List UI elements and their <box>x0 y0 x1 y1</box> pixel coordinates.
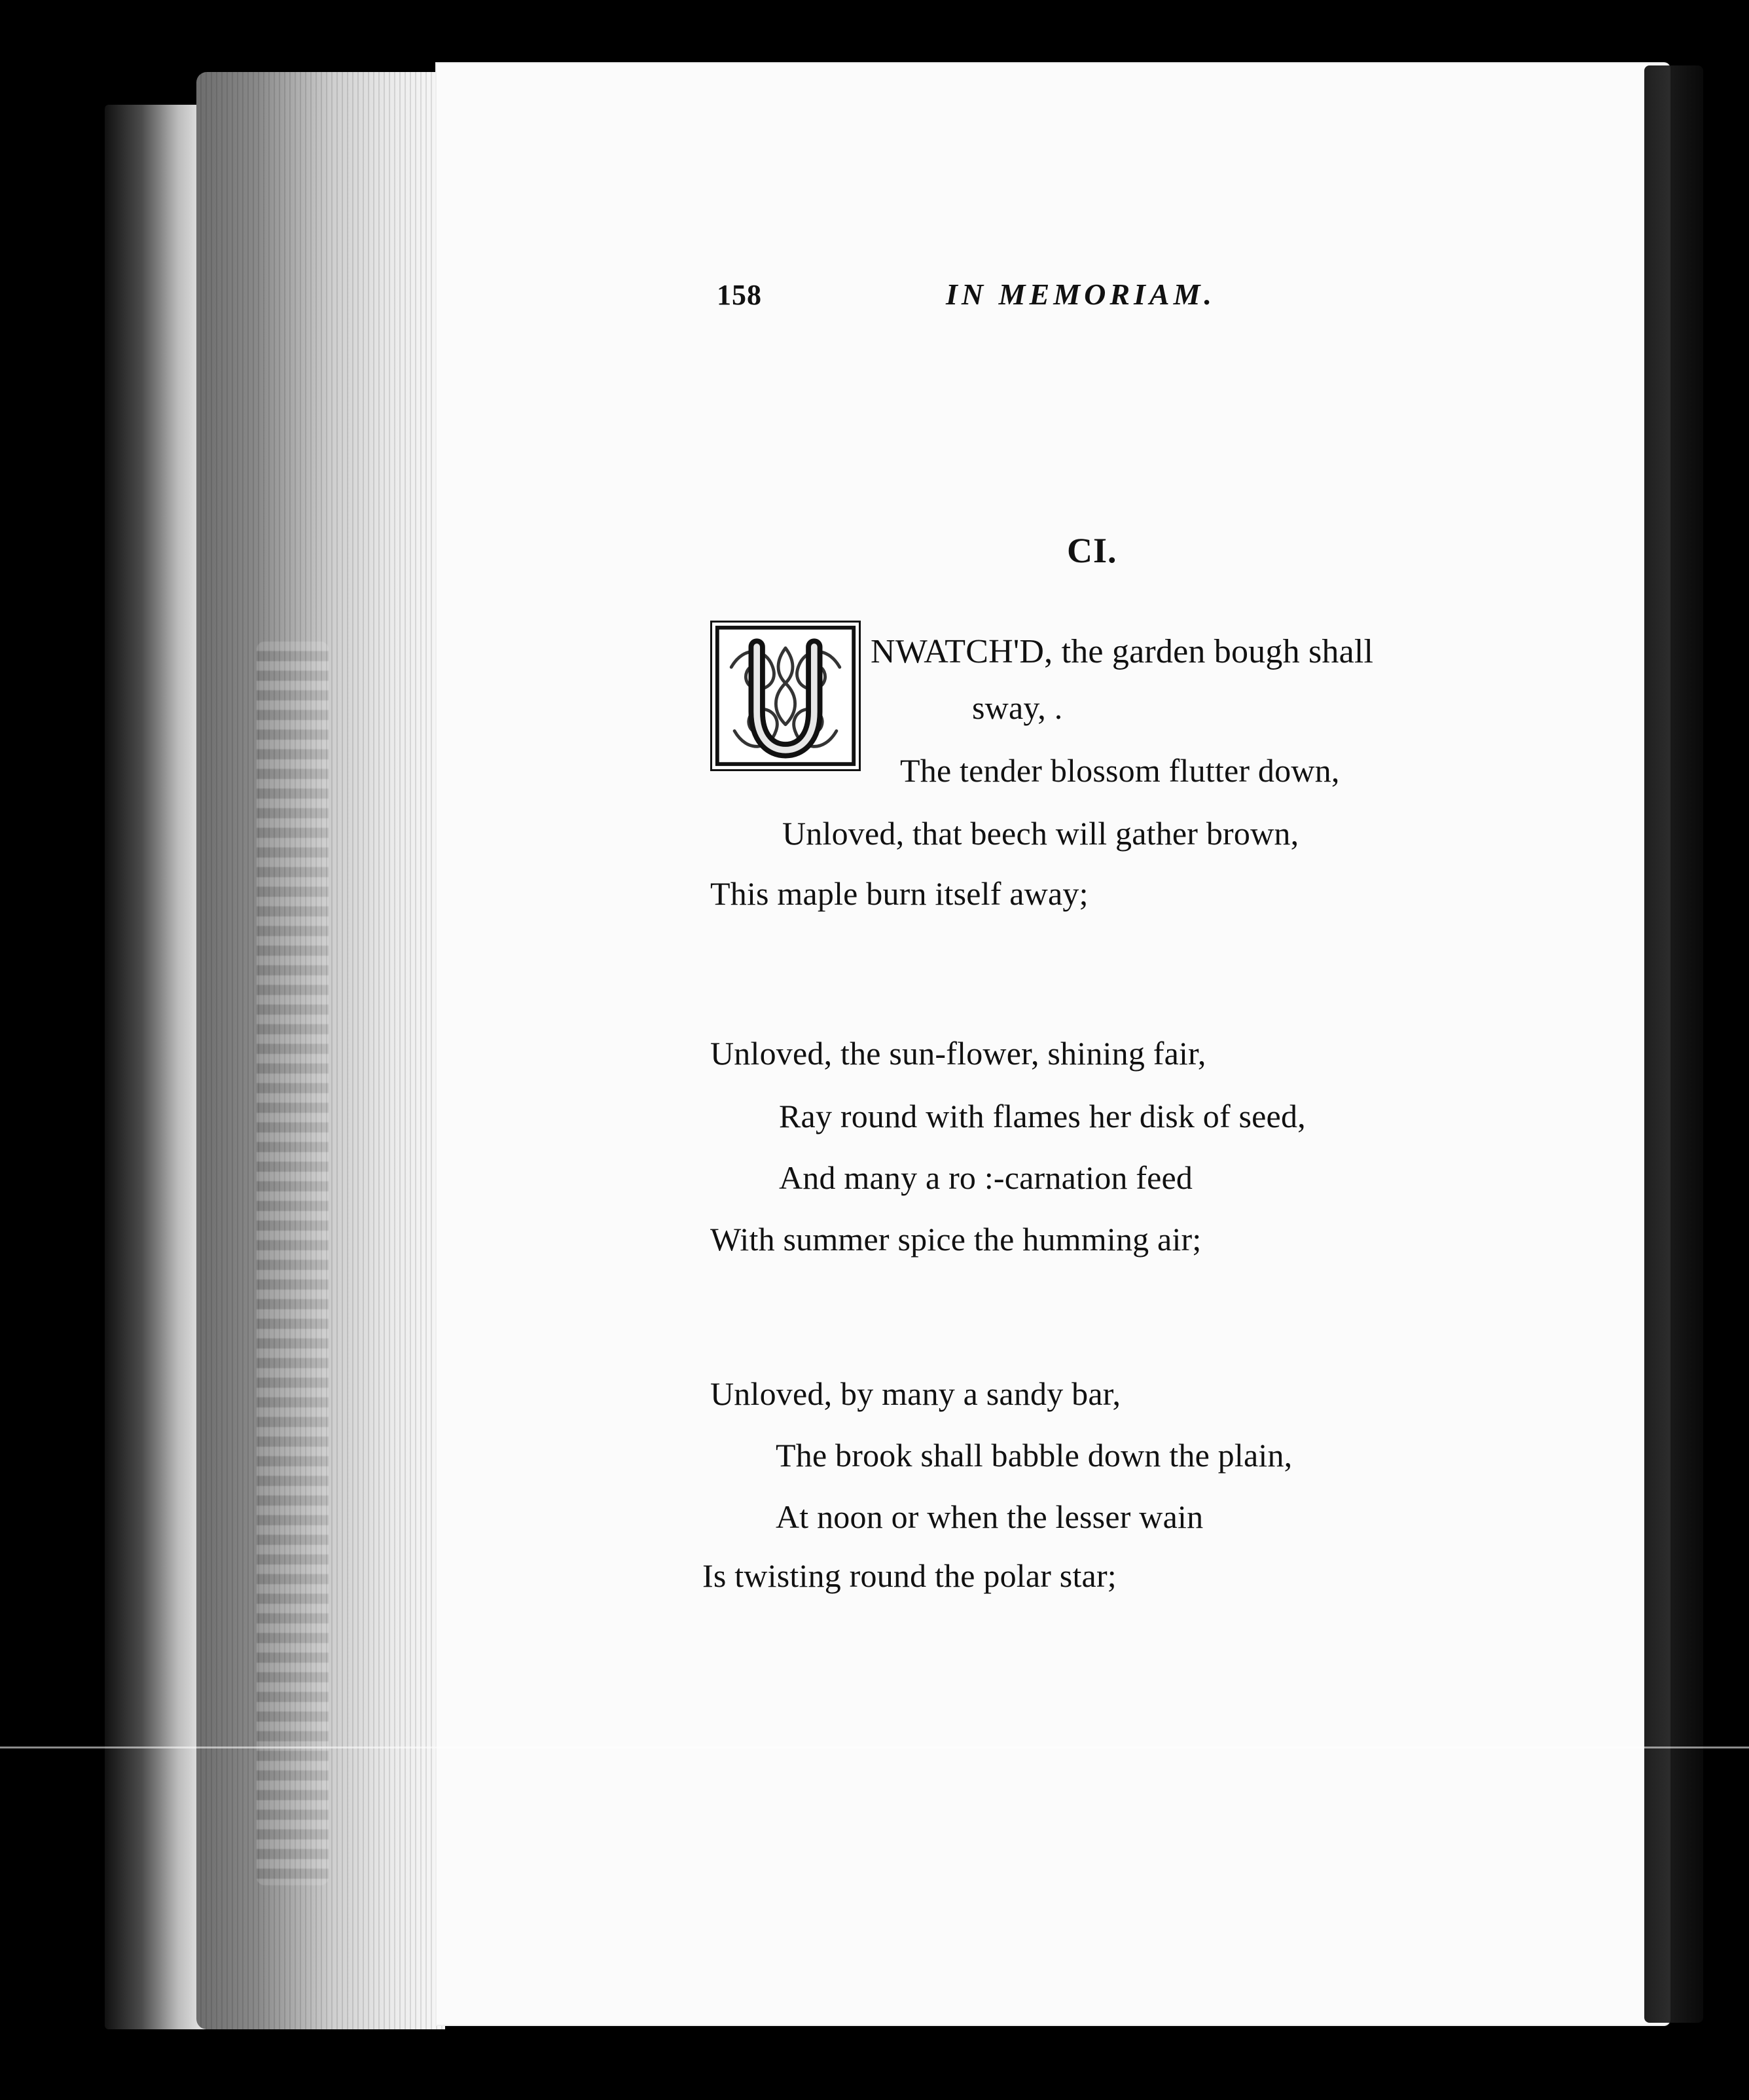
poem-line-2: sway, . <box>972 689 1063 726</box>
page-number: 158 <box>717 279 762 311</box>
book-edge <box>105 105 209 2029</box>
poem-line-4: Unloved, that beech will gather brown, <box>782 815 1299 852</box>
poem-line-6: Unloved, the sun-flower, shining fair, <box>710 1035 1206 1072</box>
poem-line-5: This maple burn itself away; <box>710 875 1089 912</box>
page-header <box>717 278 1286 324</box>
poem-line-12: At noon or when the lesser wain <box>776 1498 1204 1535</box>
poem-line-11: The brook shall babble down the plain, <box>776 1437 1293 1474</box>
poem-line-13: Is twisting round the polar star; <box>702 1557 1117 1594</box>
poem-line-8: And many a ro :-carnation feed <box>779 1159 1193 1196</box>
right-strip <box>1644 65 1703 2023</box>
running-title: IN MEMORIAM. <box>946 278 1216 311</box>
spine-stamp <box>257 642 329 1885</box>
scan-line-artifact <box>0 1747 1749 1748</box>
dropcap <box>710 621 861 771</box>
poem-line-10: Unloved, by many a sandy bar, <box>710 1375 1121 1412</box>
poem-line-7: Ray round with flames her disk of seed, <box>779 1098 1306 1134</box>
poem-line-9: With summer spice the humming air; <box>710 1221 1202 1258</box>
poem-line-3: The tender blossom flutter down, <box>900 752 1340 789</box>
poem-line-1: NWATCH'D, the garden bough shall <box>871 633 1374 670</box>
section-number: CI. <box>1067 531 1117 570</box>
poem <box>702 621 1574 1635</box>
dropcap-ornament-icon <box>712 623 859 769</box>
